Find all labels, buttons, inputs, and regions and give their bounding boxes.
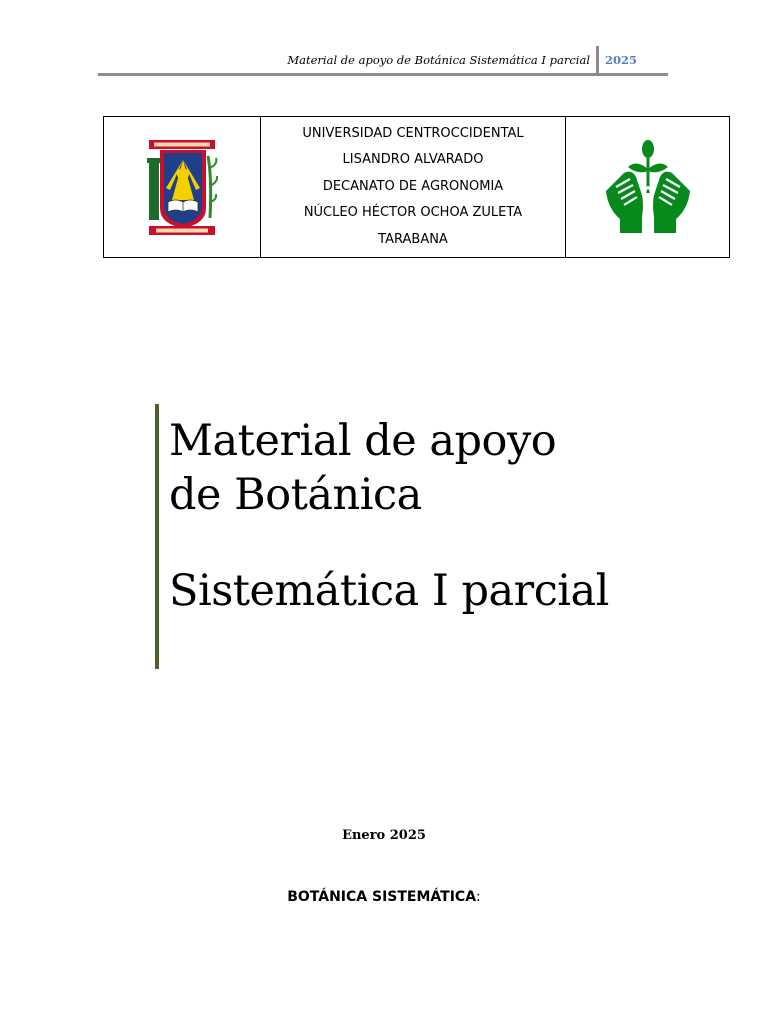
title-accent-bar	[155, 404, 159, 669]
section-heading-colon: :	[476, 889, 481, 905]
document-title	[169, 414, 609, 618]
title-line-3: Sistemática I parcial	[169, 566, 609, 616]
institution-line-campus: NÚCLEO HÉCTOR OCHOA ZULETA	[303, 205, 523, 221]
institution-line-deanery: DECANATO DE AGRONOMIA	[322, 178, 504, 194]
header-divider	[596, 46, 599, 74]
header-year: 2025	[605, 53, 638, 67]
title-line-1: Material de apoyo	[169, 416, 557, 466]
document-date: Enero 2025	[342, 828, 426, 843]
section-heading	[0, 889, 768, 905]
agronomy-hands-plant-icon	[602, 139, 694, 235]
right-logo-cell	[566, 117, 730, 258]
institution-line-founder: LISANDRO ALVARADO	[342, 152, 484, 168]
header-rule	[98, 73, 668, 76]
left-logo-cell	[104, 117, 261, 258]
institution-line-location: TARABANA	[378, 231, 448, 247]
institution-name-cell	[261, 117, 566, 258]
institution-line-university: UNIVERSIDAD CENTROCCIDENTAL	[302, 125, 524, 141]
university-crest-icon	[146, 138, 218, 236]
institution-table	[103, 116, 730, 258]
section-heading-text: BOTÁNICA SISTEMÁTICA	[287, 889, 477, 905]
page-header	[98, 44, 668, 76]
header-title: Material de apoyo de Botánica Sistemática I parcial	[287, 53, 590, 67]
title-line-2: de Botánica	[169, 470, 422, 520]
